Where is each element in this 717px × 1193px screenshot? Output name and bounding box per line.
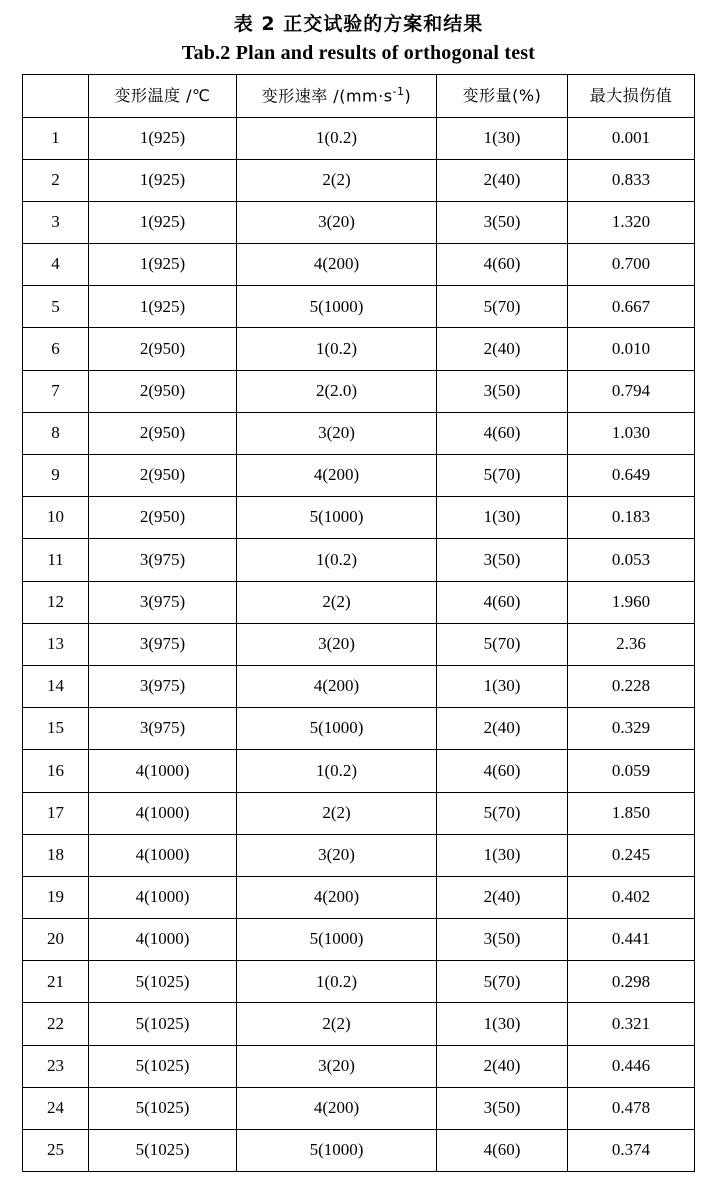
cell-deformation-rate: 3(20) [237,623,437,665]
cell-max-damage-value: 1.030 [568,412,695,454]
cell-deformation-amount: 3(50) [437,1087,568,1129]
cell-deformation-rate: 5(1000) [237,1130,437,1172]
table-head [23,74,695,117]
strain-rate-label-base: 变形速率 /(mm·s [261,86,393,106]
cell-max-damage-value: 0.010 [568,328,695,370]
cell-deformation-rate: 4(200) [237,1087,437,1129]
cell-deformation-rate: 5(1000) [237,708,437,750]
cell-deformation-amount: 4(60) [437,750,568,792]
cell-test-number: 14 [23,665,89,707]
cell-deformation-rate: 1(0.2) [237,117,437,159]
table-row [23,581,695,623]
cell-deformation-temperature: 2(950) [89,412,237,454]
cell-deformation-rate: 1(0.2) [237,961,437,1003]
table-row [23,286,695,328]
cell-deformation-rate: 5(1000) [237,286,437,328]
cell-deformation-temperature: 1(925) [89,244,237,286]
cell-deformation-amount: 1(30) [437,834,568,876]
cell-max-damage-value: 0.374 [568,1130,695,1172]
cell-deformation-temperature: 4(1000) [89,834,237,876]
cell-deformation-rate: 4(200) [237,876,437,918]
cell-deformation-temperature: 1(925) [89,201,237,243]
table-row [23,539,695,581]
cell-max-damage-value: 0.478 [568,1087,695,1129]
cell-max-damage-value: 0.441 [568,919,695,961]
table-body [23,117,695,1172]
caption-chinese: 表 2 正交试验的方案和结果 [233,13,484,35]
cell-max-damage-value: 0.183 [568,497,695,539]
cell-max-damage-value: 0.245 [568,834,695,876]
cell-deformation-amount: 5(70) [437,623,568,665]
cell-max-damage-value: 0.329 [568,708,695,750]
cell-deformation-temperature: 5(1025) [89,1130,237,1172]
cell-deformation-temperature: 2(950) [89,455,237,497]
cell-deformation-temperature: 4(1000) [89,919,237,961]
cell-test-number: 24 [23,1087,89,1129]
cell-test-number: 17 [23,792,89,834]
table-row [23,665,695,707]
cell-deformation-amount: 2(40) [437,159,568,201]
cell-deformation-amount: 3(50) [437,201,568,243]
cell-max-damage-value: 0.402 [568,876,695,918]
cell-test-number: 18 [23,834,89,876]
cell-deformation-rate: 5(1000) [237,919,437,961]
cell-max-damage-value: 0.667 [568,286,695,328]
cell-max-damage-value: 0.649 [568,455,695,497]
table-row [23,834,695,876]
cell-test-number: 4 [23,244,89,286]
cell-deformation-amount: 5(70) [437,961,568,1003]
cell-deformation-amount: 2(40) [437,1045,568,1087]
cell-deformation-temperature: 3(975) [89,581,237,623]
table-row [23,708,695,750]
cell-test-number: 7 [23,370,89,412]
cell-deformation-amount: 5(70) [437,455,568,497]
cell-deformation-rate: 3(20) [237,412,437,454]
cell-test-number: 13 [23,623,89,665]
cell-test-number: 25 [23,1130,89,1172]
cell-deformation-temperature: 2(950) [89,328,237,370]
cell-test-number: 2 [23,159,89,201]
cell-deformation-rate: 2(2) [237,581,437,623]
cell-deformation-temperature: 4(1000) [89,876,237,918]
cell-max-damage-value: 0.833 [568,159,695,201]
cell-deformation-temperature: 2(950) [89,497,237,539]
cell-max-damage-value: 1.960 [568,581,695,623]
cell-deformation-rate: 2(2) [237,792,437,834]
column-header-temperature: 变形温度 /℃ [89,74,237,117]
cell-deformation-rate: 4(200) [237,455,437,497]
cell-deformation-rate: 3(20) [237,1045,437,1087]
cell-max-damage-value: 0.001 [568,117,695,159]
cell-test-number: 5 [23,286,89,328]
cell-max-damage-value: 1.850 [568,792,695,834]
table-row [23,1045,695,1087]
cell-deformation-temperature: 1(925) [89,286,237,328]
table-row [23,159,695,201]
cell-deformation-amount: 5(70) [437,286,568,328]
table-row [23,244,695,286]
cell-deformation-rate: 4(200) [237,244,437,286]
cell-deformation-amount: 1(30) [437,117,568,159]
cell-test-number: 12 [23,581,89,623]
cell-deformation-amount: 4(60) [437,581,568,623]
cell-max-damage-value: 0.700 [568,244,695,286]
table-row [23,412,695,454]
cell-deformation-rate: 2(2.0) [237,370,437,412]
table-row [23,117,695,159]
cell-deformation-rate: 1(0.2) [237,328,437,370]
cell-deformation-amount: 3(50) [437,919,568,961]
column-header-max-damage: 最大损伤值 [568,74,695,117]
cell-test-number: 20 [23,919,89,961]
cell-max-damage-value: 0.446 [568,1045,695,1087]
column-header-index [23,74,89,117]
cell-deformation-amount: 1(30) [437,665,568,707]
cell-test-number: 11 [23,539,89,581]
cell-deformation-rate: 3(20) [237,201,437,243]
strain-rate-label-superscript: -1 [392,85,405,99]
table-row [23,1130,695,1172]
cell-deformation-temperature: 3(975) [89,708,237,750]
cell-deformation-rate: 2(2) [237,159,437,201]
table-row [23,876,695,918]
cell-deformation-temperature: 1(925) [89,117,237,159]
cell-test-number: 23 [23,1045,89,1087]
table-row [23,1087,695,1129]
table-row [23,1003,695,1045]
cell-deformation-amount: 5(70) [437,792,568,834]
cell-deformation-temperature: 3(975) [89,623,237,665]
cell-test-number: 3 [23,201,89,243]
column-header-strain-rate [237,74,437,117]
cell-max-damage-value: 0.298 [568,961,695,1003]
strain-rate-label-tail: ) [404,86,412,106]
cell-deformation-rate: 2(2) [237,1003,437,1045]
table-row [23,370,695,412]
table-row [23,201,695,243]
cell-deformation-amount: 4(60) [437,412,568,454]
cell-deformation-amount: 1(30) [437,497,568,539]
table-row [23,961,695,1003]
cell-deformation-rate: 4(200) [237,665,437,707]
cell-test-number: 16 [23,750,89,792]
cell-deformation-rate: 1(0.2) [237,750,437,792]
cell-test-number: 15 [23,708,89,750]
table-row [23,328,695,370]
cell-max-damage-value: 0.228 [568,665,695,707]
cell-deformation-amount: 3(50) [437,539,568,581]
cell-test-number: 9 [23,455,89,497]
cell-deformation-temperature: 3(975) [89,539,237,581]
cell-deformation-amount: 1(30) [437,1003,568,1045]
table-row [23,919,695,961]
cell-deformation-temperature: 5(1025) [89,1003,237,1045]
cell-deformation-rate: 3(20) [237,834,437,876]
cell-deformation-amount: 2(40) [437,876,568,918]
cell-deformation-amount: 2(40) [437,328,568,370]
table-container [0,74,717,1173]
cell-max-damage-value: 1.320 [568,201,695,243]
cell-test-number: 10 [23,497,89,539]
cell-deformation-temperature: 5(1025) [89,1045,237,1087]
cell-max-damage-value: 0.059 [568,750,695,792]
cell-max-damage-value: 0.321 [568,1003,695,1045]
cell-max-damage-value: 0.053 [568,539,695,581]
cell-test-number: 1 [23,117,89,159]
cell-deformation-amount: 4(60) [437,1130,568,1172]
cell-deformation-rate: 5(1000) [237,497,437,539]
table-row [23,750,695,792]
table-row [23,792,695,834]
cell-deformation-rate: 1(0.2) [237,539,437,581]
cell-max-damage-value: 0.794 [568,370,695,412]
cell-max-damage-value: 2.36 [568,623,695,665]
cell-deformation-temperature: 5(1025) [89,1087,237,1129]
cell-deformation-amount: 4(60) [437,244,568,286]
cell-deformation-temperature: 5(1025) [89,961,237,1003]
cell-deformation-temperature: 2(950) [89,370,237,412]
cell-test-number: 21 [23,961,89,1003]
table-row [23,497,695,539]
cell-test-number: 6 [23,328,89,370]
cell-test-number: 22 [23,1003,89,1045]
cell-deformation-temperature: 1(925) [89,159,237,201]
cell-deformation-amount: 3(50) [437,370,568,412]
table-caption [0,0,717,74]
column-header-deformation: 变形量(%) [437,74,568,117]
caption-english: Tab.2 Plan and results of orthogonal test [181,41,536,64]
cell-deformation-temperature: 4(1000) [89,750,237,792]
cell-deformation-temperature: 4(1000) [89,792,237,834]
cell-test-number: 19 [23,876,89,918]
table-row [23,455,695,497]
cell-deformation-amount: 2(40) [437,708,568,750]
table-header-row [23,74,695,117]
cell-test-number: 8 [23,412,89,454]
cell-deformation-temperature: 3(975) [89,665,237,707]
table-row [23,623,695,665]
orthogonal-test-table [22,74,695,1173]
